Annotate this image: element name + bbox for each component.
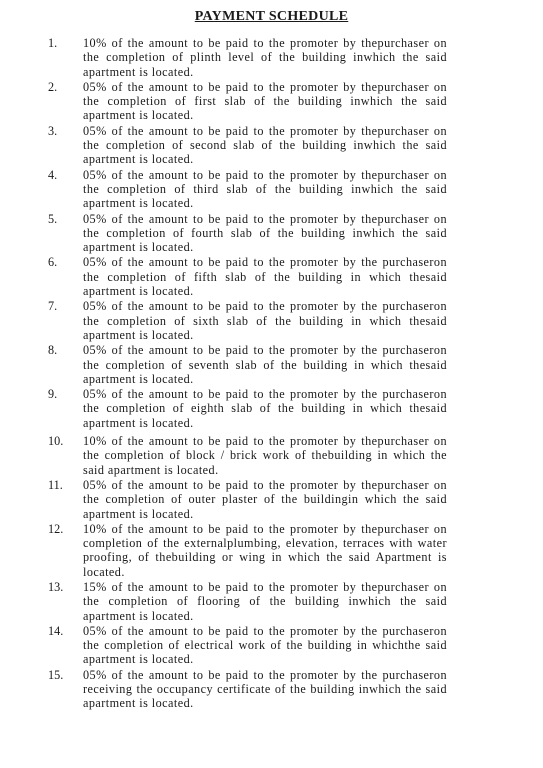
list-item xyxy=(0,80,543,123)
item-number: 8. xyxy=(48,343,58,358)
item-number: 13. xyxy=(48,579,64,594)
item-text: 05% of the amount to be paid to the promoter by thepurchaser on the completion of fourth slab of the building inwhich the said apartment is located. xyxy=(83,211,447,255)
item-text: 05% of the amount to be paid to the promoter by the purchaseron the completion of fifth slab of the building in which thesaid apartment is located. xyxy=(83,255,447,299)
item-number: 11. xyxy=(48,477,63,492)
page-title: PAYMENT SCHEDULE xyxy=(194,9,349,24)
item-number: 9. xyxy=(48,387,58,402)
list-item xyxy=(0,212,543,255)
item-text: 05% of the amount to be paid to the promoter by thepurchaser on the completion of outer plaster of the buildingin which the said apartment is located. xyxy=(83,477,447,521)
item-number: 14. xyxy=(48,623,64,638)
item-number: 3. xyxy=(48,123,58,138)
payment-schedule-list xyxy=(0,36,543,711)
list-item xyxy=(0,36,543,79)
item-text: 05% of the amount to be paid to the promoter by thepurchaser on the completion of second slab of the building inwhich the said apartment is located. xyxy=(83,123,447,167)
item-text: 05% of the amount to be paid to the promoter by thepurchaser on the completion of third slab of the building inwhich the said apartment is located. xyxy=(83,167,447,211)
item-text: 10% of the amount to be paid to the promoter by thepurchaser on completion of the externalplumbing, elevation, terraces with water proofing, of thebuilding or wing in which the said Apartment is located. xyxy=(83,521,447,579)
item-text: 10% of the amount to be paid to the promoter by thepurchaser on the completion of block / brick work of thebuilding in which the said apartment is located. xyxy=(83,434,447,477)
item-number: 6. xyxy=(48,255,58,270)
item-number: 4. xyxy=(48,167,58,182)
item-number: 10. xyxy=(48,434,64,449)
item-number: 1. xyxy=(48,36,58,50)
item-text: 05% of the amount to be paid to the promoter by the purchaseron the completion of electrical work of the building in whichthe said apartment is located. xyxy=(83,623,447,667)
item-number: 2. xyxy=(48,79,58,94)
list-item xyxy=(0,343,543,386)
item-text: 05% of the amount to be paid to the promoter by the purchaseron the completion of eighth slab of the building in which thesaid apartment is located. xyxy=(83,387,447,430)
list-item xyxy=(0,387,543,430)
list-item xyxy=(0,124,543,167)
item-number: 7. xyxy=(48,299,58,314)
list-item xyxy=(0,624,543,667)
list-item xyxy=(0,434,543,477)
item-text: 05% of the amount to be paid to the promoter by the purchaseron receiving the occupancy certificate of the building inwhich the said apartment is located. xyxy=(83,667,447,711)
item-text: 05% of the amount to be paid to the promoter by the purchaseron the completion of sixth slab of the building in which thesaid apartment is located. xyxy=(83,299,447,342)
item-number: 12. xyxy=(48,521,64,536)
item-number: 15. xyxy=(48,667,64,682)
list-item xyxy=(0,299,543,342)
list-item xyxy=(0,522,543,579)
item-number: 5. xyxy=(48,211,58,226)
item-text: 15% of the amount to be paid to the promoter by thepurchaser on the completion of flooring of the building inwhich the said apartment is located. xyxy=(83,579,447,623)
item-text: 10% of the amount to be paid to the promoter by thepurchaser on the completion of plinth level of the building inwhich the said apartment is located. xyxy=(83,36,447,79)
item-text: 05% of the amount to be paid to the promoter by the purchaseron the completion of seventh slab of the building in which thesaid apartment is located. xyxy=(83,343,447,386)
item-text: 05% of the amount to be paid to the promoter by thepurchaser on the completion of first slab of the building inwhich the said apartment is located. xyxy=(83,79,447,123)
list-item xyxy=(0,255,543,298)
list-item xyxy=(0,168,543,211)
list-item xyxy=(0,478,543,521)
list-item xyxy=(0,580,543,623)
list-item xyxy=(0,668,543,711)
